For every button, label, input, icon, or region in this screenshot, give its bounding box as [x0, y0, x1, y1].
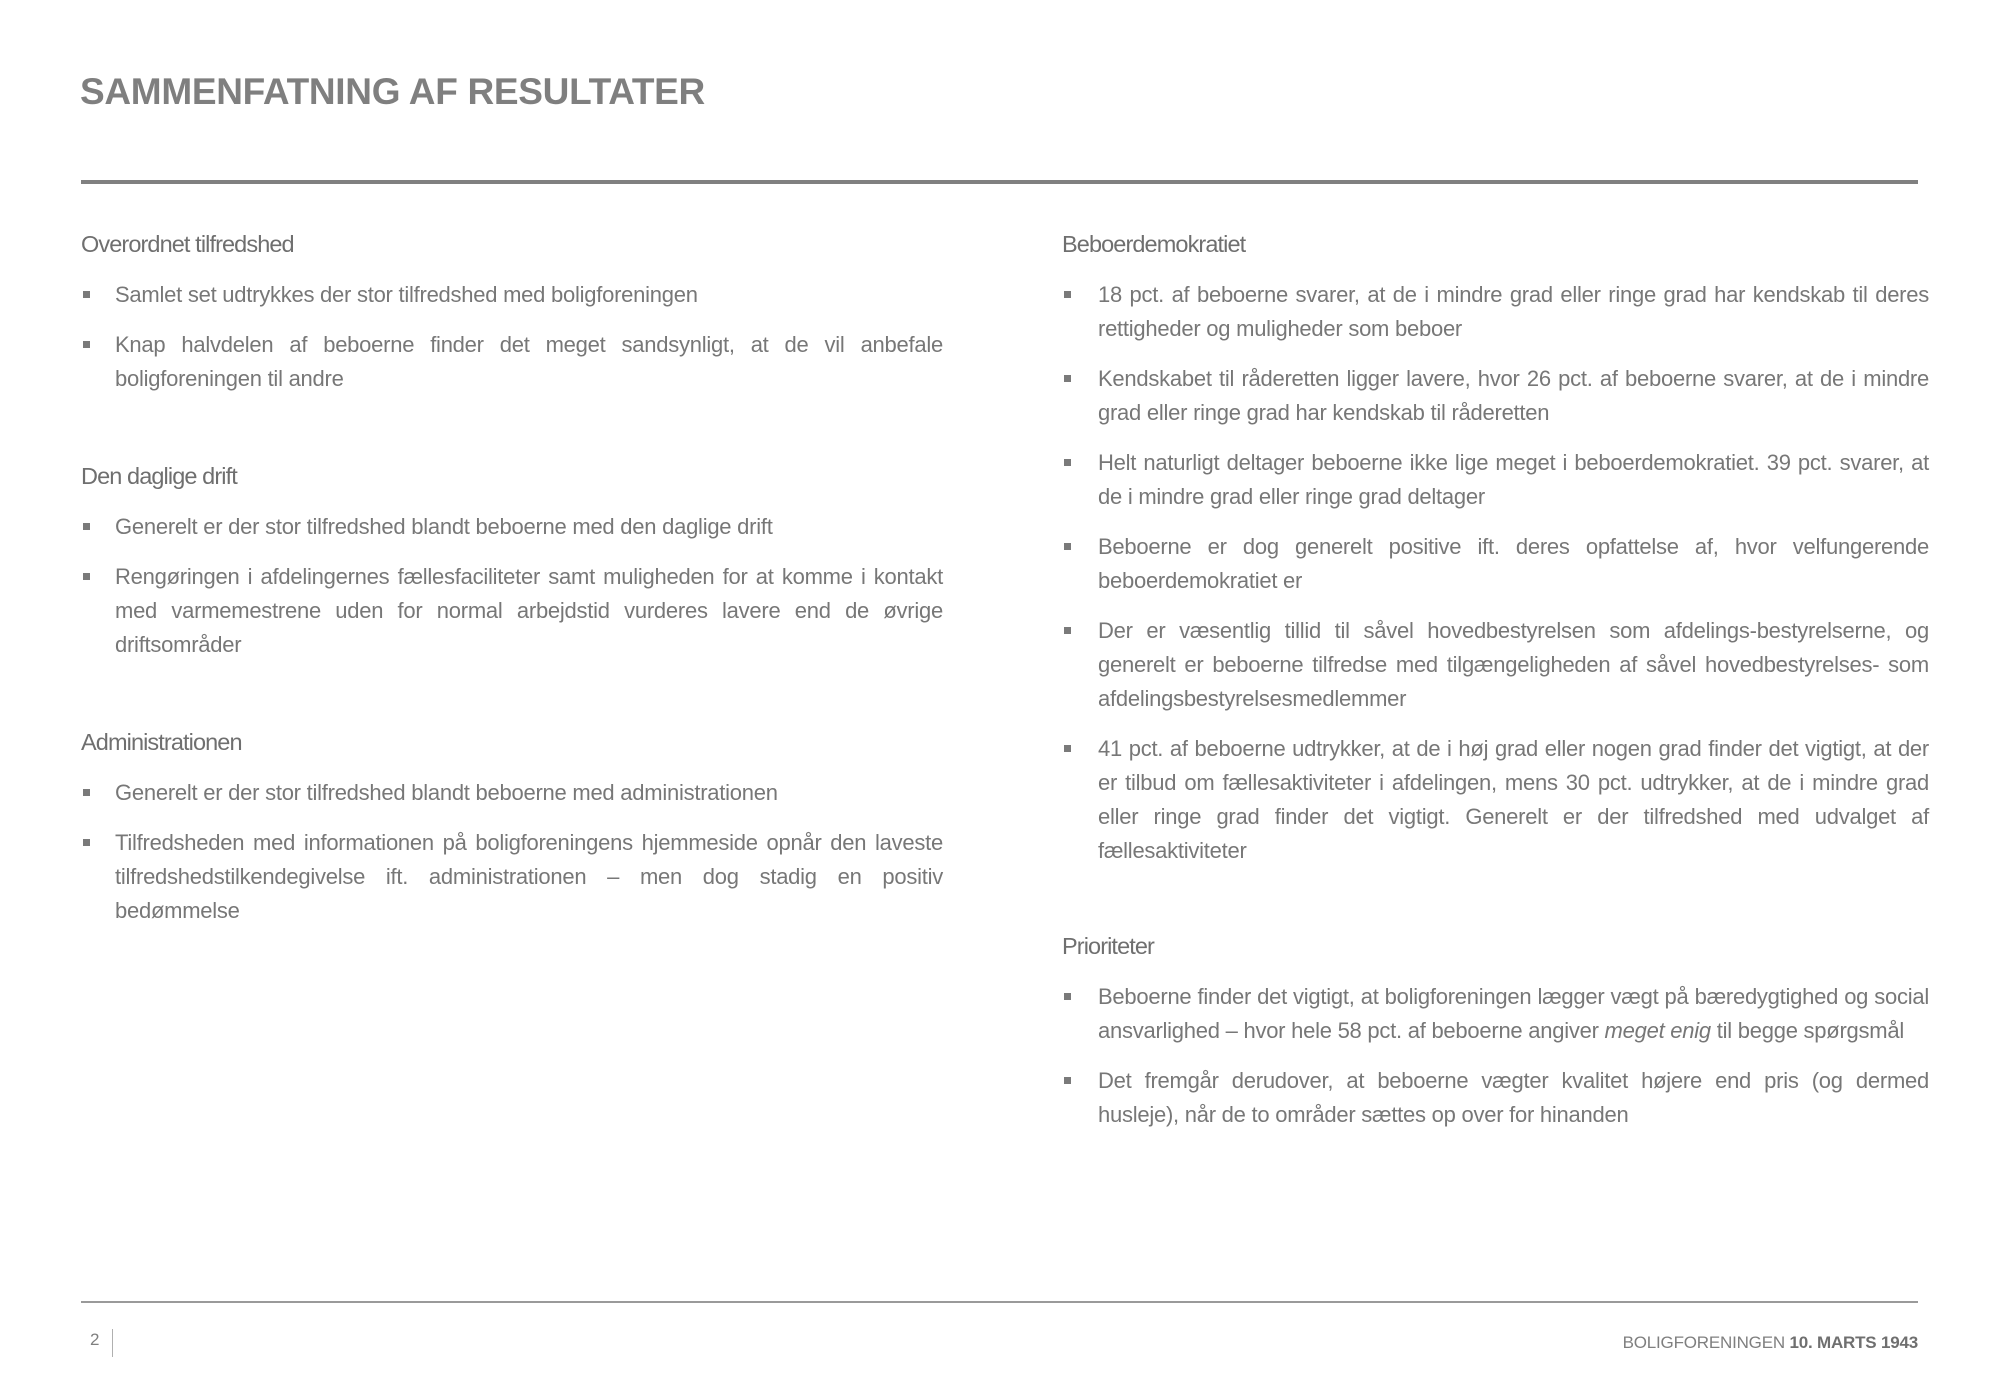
section-overordnet-tilfredshed [81, 229, 943, 412]
bullet-text: Samlet set udtrykkes der stor tilfredshed med boligforeningen [115, 282, 698, 307]
square-bullet-icon [83, 523, 90, 530]
bullet-text: Rengøringen i afdelingernes fællesfaciliteter samt muligheden for at komme i kontakt med varmemestrene uden for normal arbejdstid vurderes lavere end de øvrige driftsområder [115, 564, 943, 657]
list-item [1062, 446, 1929, 514]
bullet-text: 18 pct. af beboerne svarer, at de i mindre grad eller ringe grad har kendskab til deres rettigheder og muligheder som beboer [1098, 282, 1929, 341]
square-bullet-icon [1064, 543, 1071, 550]
bullet-text-end: til begge spørgsmål [1710, 1018, 1904, 1043]
section-heading: Administrationen [81, 729, 242, 755]
square-bullet-icon [83, 341, 90, 348]
square-bullet-icon [83, 291, 90, 298]
bullet-text: Der er væsentlig tillid til såvel hovedbestyrelsen som afdelings-bestyrelserne, og generelt er beboerne tilfredse med tilgængeligheden af såvel hovedbestyrelses- som afdelingsbestyrelsesmedlemmer [1098, 618, 1929, 711]
bullet-text: Det fremgår derudover, at beboerne vægter kvalitet højere end pris (og dermed husleje), når de to områder sættes op over for hinanden [1098, 1068, 1929, 1127]
footer-label [1623, 1333, 1918, 1353]
section-heading: Den daglige drift [81, 463, 237, 489]
footer-divider [81, 1301, 1918, 1303]
list-item [81, 510, 943, 544]
square-bullet-icon [83, 839, 90, 846]
list-item [81, 560, 943, 662]
footer-organization: BOLIGFORENINGEN [1622, 1333, 1785, 1352]
bullet-text: Generelt er der stor tilfredshed blandt beboerne med den daglige drift [115, 514, 773, 539]
section-heading: Prioriteter [1062, 933, 1154, 959]
square-bullet-icon [1064, 459, 1071, 466]
square-bullet-icon [83, 789, 90, 796]
bullet-text: Kendskabet til råderetten ligger lavere, hvor 26 pct. af beboerne svarer, at de i mindre grad eller ringe grad har kendskab til råderetten [1098, 366, 1929, 425]
emphasis-text: meget enig [1604, 1018, 1711, 1043]
list-item [1062, 980, 1929, 1048]
bullet-text: Beboerne er dog generelt positive ift. deres opfattelse af, hvor velfungerende beboerdemokratiet er [1098, 534, 1929, 593]
list-item [1062, 1064, 1929, 1132]
bullet-list [1062, 980, 1929, 1132]
bullet-list [81, 278, 943, 396]
square-bullet-icon [1064, 291, 1071, 298]
list-item [81, 328, 943, 396]
list-item [81, 278, 943, 312]
list-item [1062, 278, 1929, 346]
square-bullet-icon [83, 573, 90, 580]
square-bullet-icon [1064, 375, 1071, 382]
page-title: SAMMENFATNING AF RESULTATER [80, 71, 705, 112]
bullet-text: Helt naturligt deltager beboerne ikke lige meget i beboerdemokratiet. 39 pct. svarer, at de i mindre grad eller ringe grad deltager [1098, 450, 1929, 509]
section-beboerdemokratiet [1062, 229, 1929, 884]
bullet-list [81, 776, 943, 928]
square-bullet-icon [1064, 627, 1071, 634]
square-bullet-icon [1064, 993, 1071, 1000]
section-heading: Overordnet tilfredshed [81, 231, 294, 257]
list-item [1062, 530, 1929, 598]
list-item [1062, 732, 1929, 868]
bullet-text-start: Beboerne finder det vigtigt, at boligforeningen lægger vægt på bæredygtighed og social ansvarlighed – hvor hele 58 pct. af beboerne angiver [1098, 984, 1929, 1043]
footer-date: 10. MARTS 1943 [1789, 1333, 1918, 1352]
page-number: 2 [90, 1330, 100, 1349]
list-item [1062, 362, 1929, 430]
page-number-separator [112, 1329, 113, 1357]
list-item [1062, 614, 1929, 716]
bullet-text: Knap halvdelen af beboerne finder det meget sandsynligt, at de vil anbefale boligforeningen til andre [115, 332, 943, 391]
bullet-list [1062, 278, 1929, 868]
square-bullet-icon [1064, 1077, 1071, 1084]
title-divider [81, 180, 1918, 184]
square-bullet-icon [1064, 745, 1071, 752]
section-prioriteter [1062, 931, 1929, 1148]
section-heading: Beboerdemokratiet [1062, 231, 1246, 257]
section-administrationen [81, 727, 943, 944]
section-den-daglige-drift [81, 461, 943, 678]
list-item [81, 826, 943, 928]
bullet-text: 41 pct. af beboerne udtrykker, at de i høj grad eller nogen grad finder det vigtigt, at der er tilbud om fællesaktiviteter i afdelingen, mens 30 pct. udtrykker, at de i mindre grad eller ringe grad finder det vigtigt. Generelt er der tilfredshed med udvalget af fællesaktiviteter [1098, 736, 1929, 863]
list-item [81, 776, 943, 810]
bullet-text: Tilfredsheden med informationen på boligforeningens hjemmeside opnår den laveste tilfredshedstilkendegivelse ift. administrationen – men dog stadig en positiv bedømmelse [115, 830, 943, 923]
bullet-list [81, 510, 943, 662]
bullet-text: Generelt er der stor tilfredshed blandt beboerne med administrationen [115, 780, 778, 805]
